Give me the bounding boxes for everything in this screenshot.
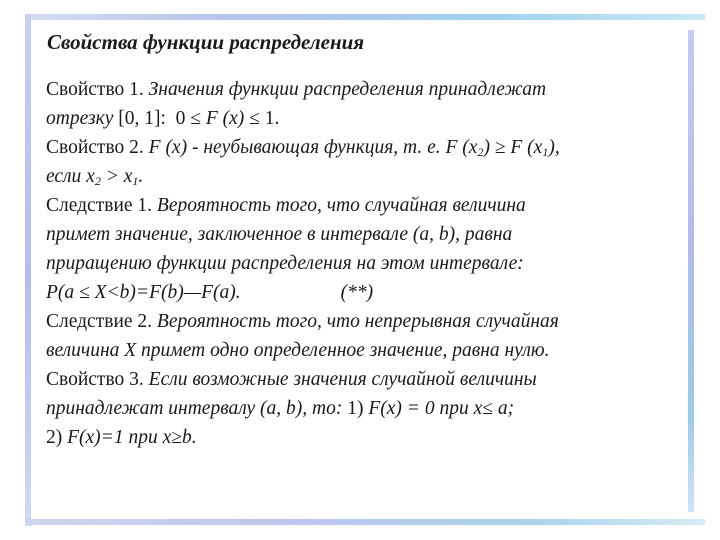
- corollary-2-text: Вероятность того, что непрерывная случайная: [156, 311, 559, 332]
- corollary-1-line-3: приращению функции распределения на этом интервале:: [46, 253, 524, 274]
- corollary-2-line-2: величина X примет одно определенное значение, равна нулю.: [46, 340, 550, 361]
- property-1-interval: [0, 1]:: [118, 108, 166, 129]
- property-3-label: Свойство 3.: [46, 369, 144, 390]
- property-3-line-3: 2) F(x)=1 при x≥b.: [46, 427, 197, 448]
- property-2-label: Свойство 2.: [46, 137, 144, 158]
- bottom-decorative-bar: [25, 519, 705, 525]
- corollary-1-formula: P(a ≤ X<b)=F(b)—F(a).: [46, 282, 241, 303]
- property-3-text: Если возможные значения случайной величины: [148, 369, 537, 390]
- property-1-ineq-a: 0 ≤: [175, 108, 201, 129]
- formula-reference: (**): [340, 282, 374, 303]
- property-3-line-2: принадлежат интервалу (a, b), то: 1) F(x) = 0 при x≤ a;: [46, 398, 515, 419]
- property-1-ineq-b: ≤ 1.: [249, 108, 280, 129]
- corollary-2-label: Следствие 2.: [46, 311, 153, 332]
- property-3-line-1: [46, 365, 686, 394]
- left-decorative-bar: [25, 14, 31, 526]
- right-decorative-bar: [688, 30, 694, 512]
- property-1-text-2: отрезку: [46, 108, 114, 129]
- property-1-line-2: [46, 104, 686, 133]
- property-1-ineq-f: F (x): [205, 108, 245, 129]
- top-decorative-bar: [25, 14, 705, 20]
- property-2-line-2: если $x_2 > x_1$.: [46, 166, 144, 188]
- slide-body: [46, 75, 686, 452]
- corollary-2-line-1: [46, 307, 686, 336]
- corollary-1-text: Вероятность того, что случайная величина: [156, 195, 526, 216]
- property-2-text: F (x) - неубывающая функция, т. е. F $(x_2) \ge F$ $(x_1)$,: [148, 137, 560, 159]
- slide-title: Свойства функции распределения: [47, 30, 365, 54]
- corollary-1-line-1: [46, 191, 686, 220]
- corollary-1-label: Следствие 1.: [46, 195, 153, 216]
- property-1-label: Свойство 1.: [46, 79, 144, 100]
- corollary-1-line-2: примет значение, заключенное в интервале (a, b), равна: [46, 224, 513, 245]
- property-2-line-1: [46, 133, 686, 162]
- property-1-line-1: [46, 75, 686, 104]
- property-1-text: Значения функции распределения принадлежат: [148, 79, 547, 100]
- corollary-1-formula-line: [46, 278, 686, 307]
